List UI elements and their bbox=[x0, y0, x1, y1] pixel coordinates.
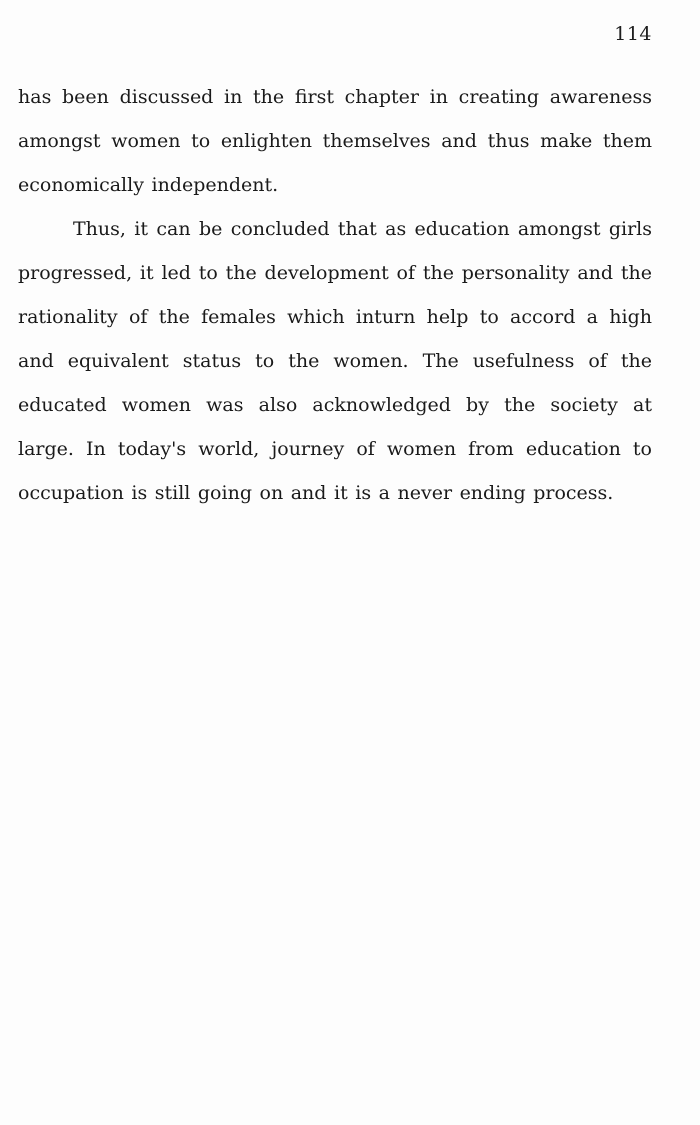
body-text-block bbox=[18, 75, 652, 515]
paragraph: has been discussed in the first chapter in creating awareness amongst women to enlighten themselves and thus make them economically independent. bbox=[18, 86, 652, 196]
page-number: 114 bbox=[614, 23, 652, 45]
paragraph: Thus, it can be concluded that as education amongst girls progressed, it led to the development of the personality and the rationality of the females which inturn help to accord a high and equivalent status to the women. The usefulness of the educated women was also acknowledged by the society at large. In today's world, journey of women from education to occupation is still going on and it is a never ending process. bbox=[18, 218, 652, 504]
